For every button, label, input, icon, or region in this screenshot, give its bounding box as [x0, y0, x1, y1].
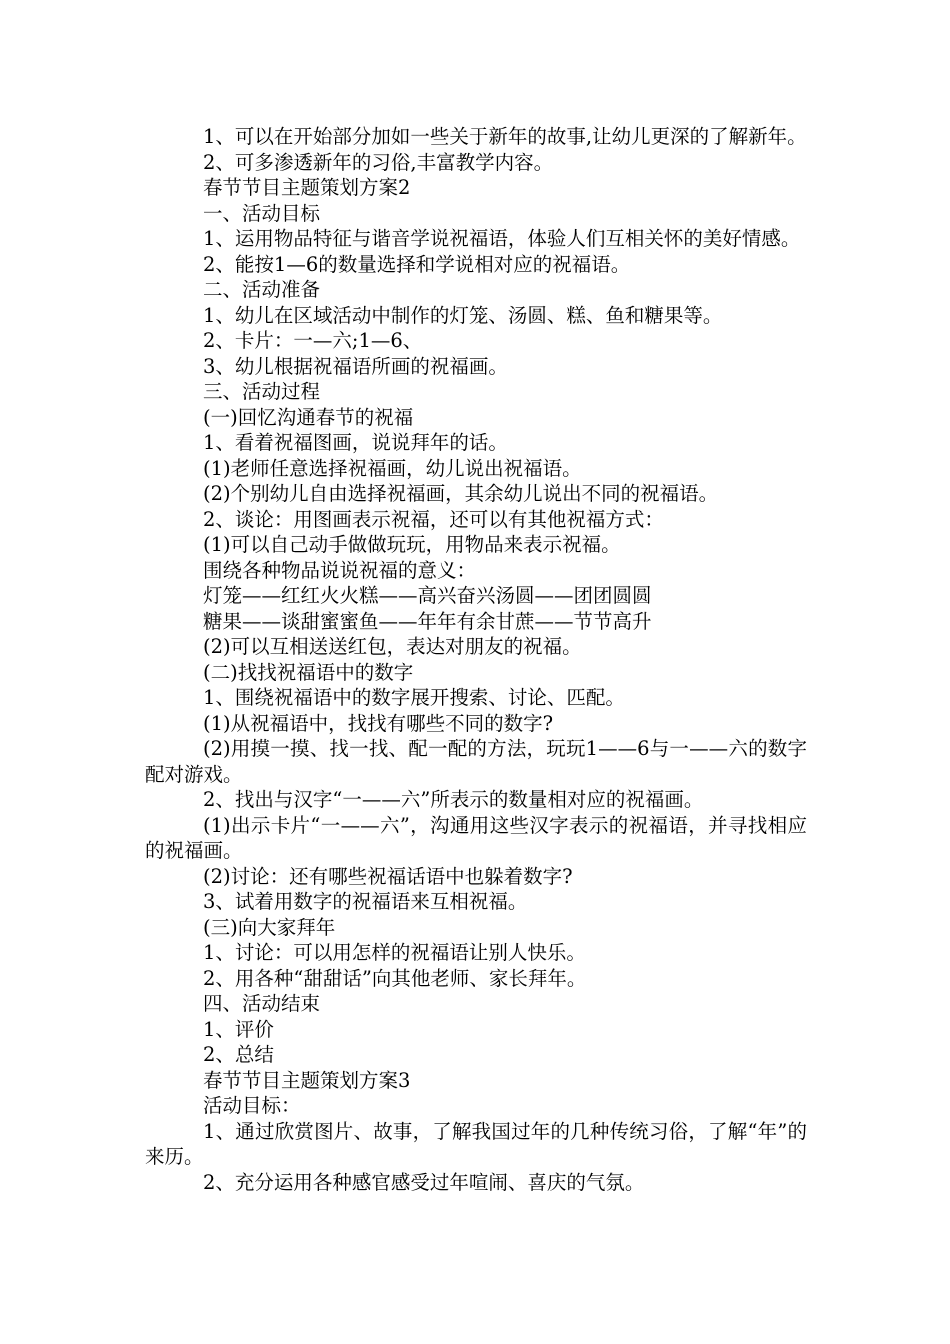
paragraph: 一、活动目标: [203, 201, 321, 225]
paragraph: 2、能按1—6的数量选择和学说相对应的祝福语。: [203, 252, 631, 276]
paragraph: (1)出示卡片“一——六”，沟通用这些汉字表示的祝福语，并寻找相应的祝福画。: [145, 813, 807, 862]
paragraph: 2、用各种“甜甜话”向其他老师、家长拜年。: [203, 966, 587, 990]
paragraph: (2)讨论：还有哪些祝福话语中也躲着数字?: [203, 864, 573, 888]
paragraph: 1、幼儿在区域活动中制作的灯笼、汤圆、糕、鱼和糖果等。: [203, 303, 723, 327]
paragraph: 2、卡片：一—六;1—6、: [203, 329, 423, 352]
paragraph: 围绕各种物品说说祝福的意义：: [203, 558, 477, 582]
paragraph: (2)可以互相送送红包，表达对朋友的祝福。: [203, 635, 582, 658]
paragraph: 3、试着用数字的祝福语来互相祝福。: [203, 890, 528, 913]
paragraph: 灯笼——红红火火糕——高兴奋兴汤圆——团团圆圆: [203, 584, 652, 607]
paragraph: (2)个别幼儿自由选择祝福画，其余幼儿说出不同的祝福语。: [203, 482, 719, 505]
paragraph: 1、通过欣赏图片、故事，了解我国过年的几种传统习俗，了解“年”的来历。: [145, 1119, 807, 1168]
document-body: [145, 124, 807, 1195]
paragraph: 1、可以在开始部分加如一些关于新年的故事,让幼儿更深的了解新年。: [203, 125, 807, 148]
paragraph: (1)老师任意选择祝福画，幼儿说出祝福语。: [203, 456, 582, 480]
paragraph: (二)找找祝福语中的数字: [203, 660, 414, 684]
paragraph: 1、运用物品特征与谐音学说祝福语，体验人们互相关怀的美好情感。: [203, 227, 801, 250]
paragraph: 2、可多渗透新年的习俗,丰富教学内容。: [203, 150, 554, 174]
paragraph: 2、谈论：用图画表示祝福，还可以有其他祝福方式：: [203, 507, 664, 531]
paragraph: (2)用摸一摸、找一找、配一配的方法，玩玩1——6与一——六的数字配对游戏。: [145, 737, 807, 786]
paragraph: (三)向大家拜年: [203, 915, 336, 939]
paragraph: 3、幼儿根据祝福语所画的祝福画。: [203, 354, 508, 378]
paragraph: 1、讨论：可以用怎样的祝福语让别人快乐。: [203, 941, 586, 964]
paragraph: 三、活动过程: [203, 380, 321, 403]
paragraph: 2、总结: [203, 1043, 274, 1066]
paragraph: 活动目标：: [203, 1094, 301, 1117]
paragraph: 糖果——谈甜蜜蜜鱼——年年有余甘蔗——节节高升: [203, 609, 652, 633]
paragraph: (1)从祝福语中，找找有哪些不同的数字?: [203, 711, 554, 735]
paragraph: 四、活动结束: [203, 992, 321, 1015]
paragraph: 1、围绕祝福语中的数字展开搜索、讨论、匹配。: [203, 686, 625, 709]
paragraph: 1、看着祝福图画，说说拜年的话。: [203, 431, 508, 454]
paragraph: 二、活动准备: [203, 278, 321, 301]
paragraph: (1)可以自己动手做做玩玩，用物品来表示祝福。: [203, 533, 621, 556]
paragraph: 1、评价: [203, 1017, 274, 1041]
paragraph: (一)回忆沟通春节的祝福: [203, 405, 414, 429]
paragraph: 2、找出与汉字“一——六”所表示的数量相对应的祝福画。: [203, 788, 704, 811]
paragraph: 2、充分运用各种感官感受过年喧闹、喜庆的气氛。: [203, 1170, 645, 1194]
paragraph: 春节节目主题策划方案3: [203, 1068, 411, 1092]
paragraph: 春节节目主题策划方案2: [203, 176, 411, 199]
